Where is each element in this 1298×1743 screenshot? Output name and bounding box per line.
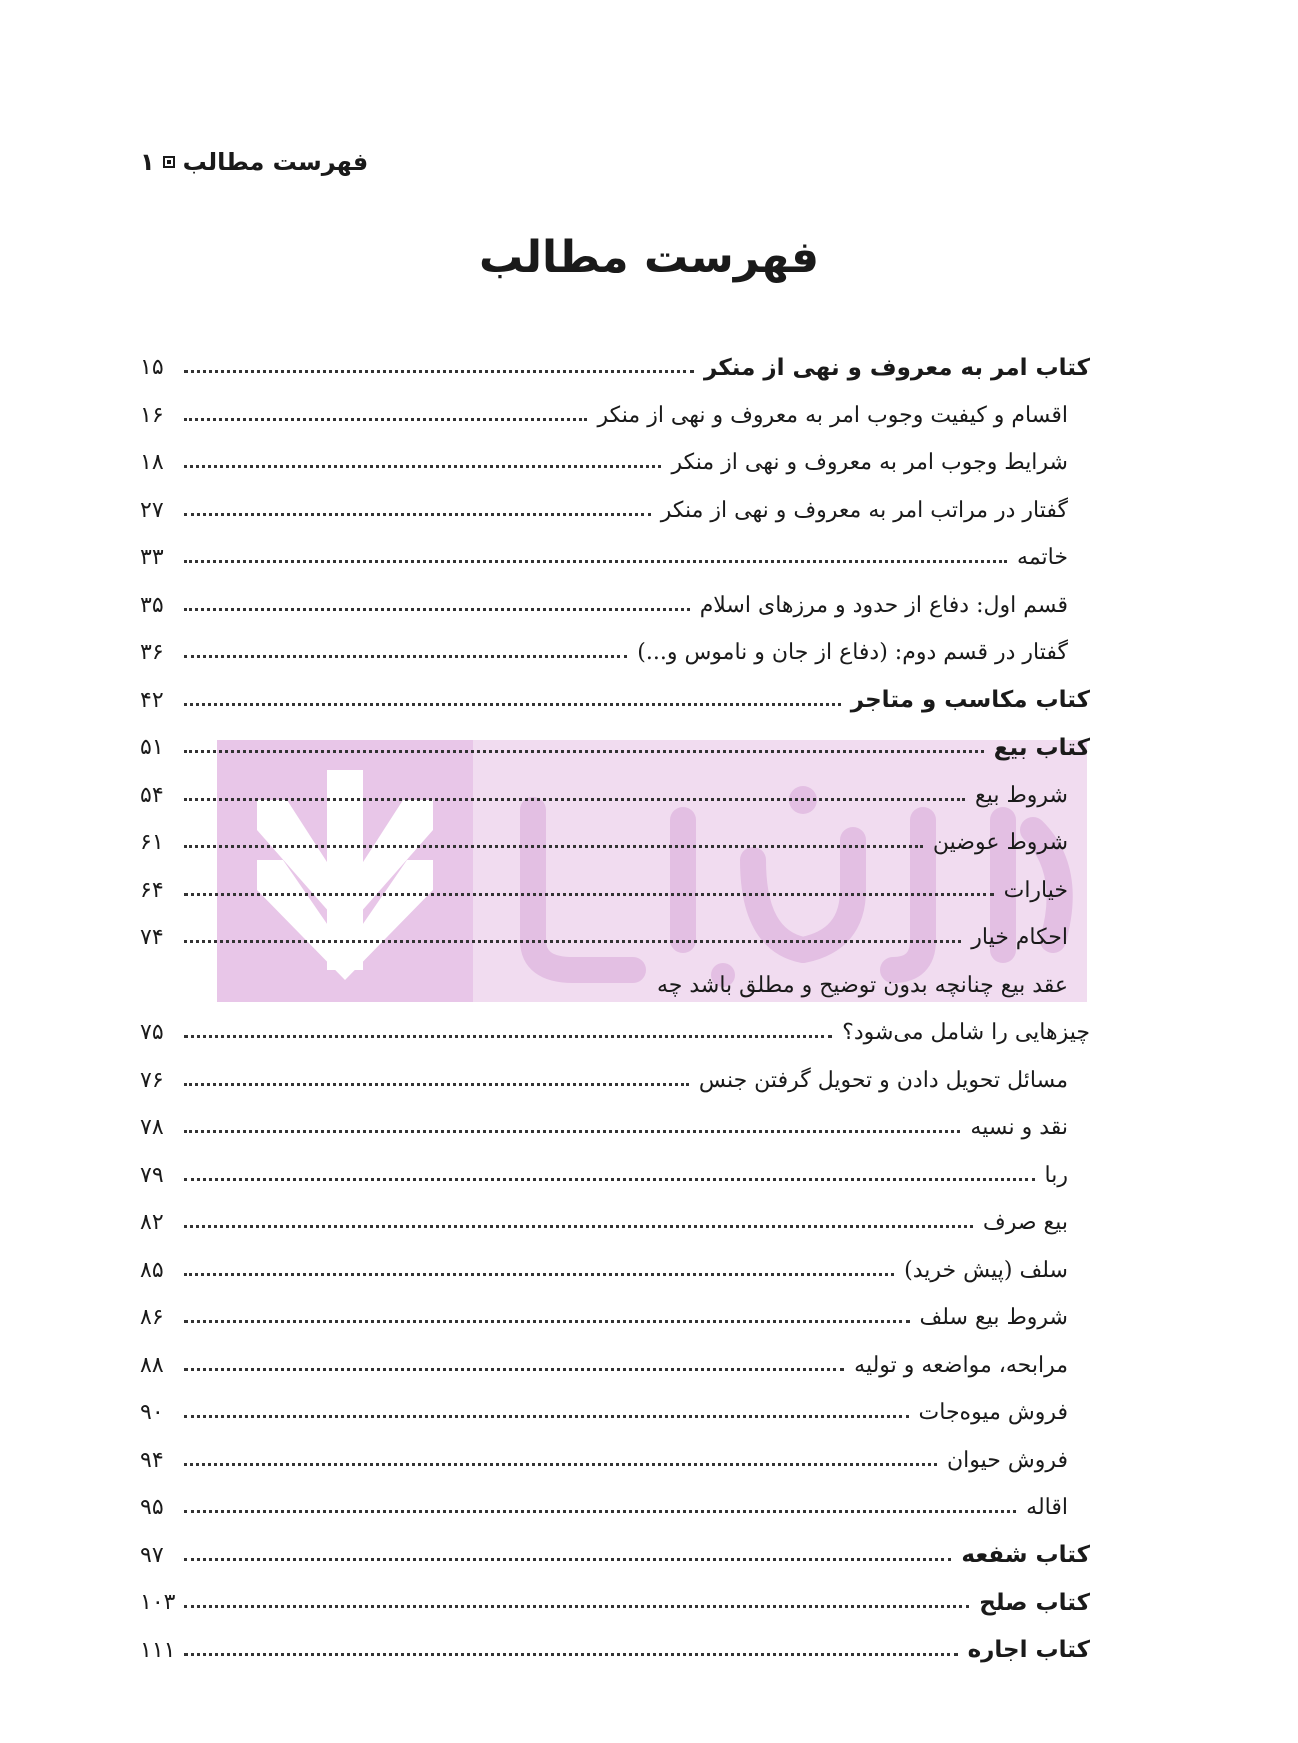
toc-entry-page: ۱۰۳: [140, 1590, 176, 1616]
toc-entry[interactable]: [140, 582, 1090, 630]
running-header: [140, 148, 368, 176]
toc-entry-title: کتاب بیع: [993, 734, 1090, 761]
toc-entry-title: گفتار در مراتب امر به معروف و نهی از منکر: [660, 497, 1068, 523]
toc-entry-title: کتاب امر به معروف و نهی از منکر: [704, 354, 1090, 381]
toc-entry-title: مرابحه، مواضعه و تولیه: [854, 1352, 1068, 1378]
toc-entry-title: کتاب مکاسب و متاجر: [850, 687, 1090, 714]
toc-entry-page: ۲۷: [140, 497, 164, 523]
toc-entry-title: بیع صرف: [982, 1210, 1068, 1236]
toc-entry-title: خاتمه: [1017, 545, 1068, 571]
toc-entry[interactable]: [140, 1627, 1090, 1675]
toc-entry-page: ۴۲: [140, 687, 164, 713]
toc-entry-title: شرایط وجوب امر به معروف و نهی از منکر: [671, 450, 1068, 476]
toc-entry[interactable]: [140, 439, 1090, 487]
toc-entry-title: فروش میوه‌جات: [918, 1400, 1068, 1426]
toc-entry[interactable]: [140, 1484, 1090, 1532]
dot-leader: [184, 1558, 951, 1561]
toc-entry-page: ۱۶: [140, 402, 164, 428]
toc-entry-title: عقد بیع چنانچه بدون توضیح و مطلق باشد چه: [656, 972, 1068, 998]
page-title: فهرست مطالب: [478, 232, 820, 283]
toc-entry-page: ۳۳: [140, 545, 164, 571]
dot-leader: [184, 798, 965, 801]
dot-leader: [184, 1035, 832, 1038]
toc-entry-page: ۹۵: [140, 1495, 164, 1521]
toc-entry-page: ۶۴: [140, 877, 164, 903]
dot-leader: [184, 1083, 689, 1086]
toc-entry[interactable]: [140, 1579, 1090, 1627]
toc-entry-title: قسم اول: دفاع از حدود و مرزهای اسلام: [699, 592, 1068, 618]
toc-entry-page: ۵۴: [140, 782, 164, 808]
toc-entry-page: ۸۸: [140, 1352, 164, 1378]
toc-entry[interactable]: [140, 344, 1090, 392]
toc-entry[interactable]: [140, 677, 1090, 725]
toc-entry-page: ۹۷: [140, 1542, 164, 1568]
table-of-contents: [140, 344, 1090, 1674]
toc-entry-title: مسائل تحویل دادن و تحویل گرفتن جنس: [698, 1067, 1068, 1093]
toc-entry-title: فروش حیوان: [947, 1447, 1068, 1473]
dot-leader: [184, 1273, 894, 1276]
dot-leader: [184, 418, 587, 421]
toc-entry-page: ۹۰: [140, 1400, 164, 1426]
toc-entry-title: شروط بیع سلف: [919, 1305, 1068, 1331]
dot-leader: [184, 655, 627, 658]
toc-entry-page: ۷۴: [140, 925, 164, 951]
toc-entry-title: کتاب شفعه: [961, 1542, 1090, 1569]
toc-entry-page: ۸۵: [140, 1257, 164, 1283]
toc-entry[interactable]: [140, 1437, 1090, 1485]
dot-leader: [184, 1415, 909, 1418]
dot-leader: [184, 1510, 1016, 1513]
toc-entry-page: ۱۸: [140, 450, 164, 476]
toc-entry[interactable]: [140, 724, 1090, 772]
toc-entry-title: احکام خیار: [971, 925, 1068, 951]
toc-entry-page: ۱۵: [140, 355, 164, 381]
toc-entry-title: شروط بیع: [974, 782, 1068, 808]
toc-entry-title: گفتار در قسم دوم: (دفاع از جان و ناموس و...): [637, 640, 1068, 666]
toc-entry[interactable]: [140, 1152, 1090, 1200]
toc-entry-title: کتاب اجاره: [967, 1637, 1090, 1664]
toc-entry[interactable]: [140, 962, 1090, 1010]
toc-entry[interactable]: [140, 1532, 1090, 1580]
toc-entry-page: ۹۴: [140, 1447, 164, 1473]
dot-leader: [184, 703, 841, 706]
toc-entry[interactable]: [140, 772, 1090, 820]
running-title: فهرست مطالب: [182, 148, 369, 176]
dot-leader: [184, 1130, 960, 1133]
toc-entry[interactable]: [140, 1199, 1090, 1247]
toc-entry[interactable]: [140, 629, 1090, 677]
toc-entry-page: ۷۶: [140, 1067, 164, 1093]
dot-leader: [184, 370, 694, 373]
dot-leader: [184, 893, 994, 896]
toc-entry-page: ۳۶: [140, 640, 164, 666]
square-bullet-icon: [163, 156, 175, 168]
dot-leader: [184, 1605, 969, 1608]
toc-entry-page: ۷۹: [140, 1162, 164, 1188]
toc-entry[interactable]: [140, 534, 1090, 582]
toc-entry-page: ۷۵: [140, 1020, 164, 1046]
toc-entry[interactable]: [140, 392, 1090, 440]
toc-entry[interactable]: [140, 867, 1090, 915]
toc-entry-title: خیارات: [1003, 877, 1068, 903]
dot-leader: [184, 1320, 910, 1323]
toc-entry[interactable]: [140, 914, 1090, 962]
page-number: ۱: [140, 148, 155, 176]
dot-leader: [184, 465, 661, 468]
toc-entry-page: ۳۵: [140, 592, 164, 618]
dot-leader: [184, 1653, 958, 1656]
dot-leader: [184, 845, 923, 848]
toc-entry[interactable]: [140, 1104, 1090, 1152]
toc-entry-title: شروط عوضین: [932, 830, 1068, 856]
toc-entry-page: ۶۱: [140, 830, 164, 856]
toc-entry[interactable]: [140, 1389, 1090, 1437]
toc-entry-title: سلف (پیش خرید): [904, 1257, 1068, 1283]
toc-entry-title: چیزهایی را شامل می‌شود؟: [842, 1020, 1090, 1046]
toc-entry[interactable]: [140, 1057, 1090, 1105]
toc-entry-page: ۱۱۱: [140, 1637, 176, 1663]
toc-entry-title: ربا: [1044, 1162, 1068, 1188]
toc-entry[interactable]: [140, 1294, 1090, 1342]
toc-entry[interactable]: [140, 1247, 1090, 1295]
toc-entry-title: اقسام و کیفیت وجوب امر به معروف و نهی از منکر: [597, 402, 1068, 428]
dot-leader: [184, 1368, 844, 1371]
toc-entry[interactable]: [140, 1342, 1090, 1390]
toc-entry-page: ۷۸: [140, 1115, 164, 1141]
toc-entry[interactable]: [140, 487, 1090, 535]
dot-leader: [184, 560, 1007, 563]
toc-entry[interactable]: [140, 819, 1090, 867]
toc-entry-page: ۵۱: [140, 735, 164, 761]
dot-leader: [184, 513, 651, 516]
toc-entry[interactable]: [140, 1009, 1090, 1057]
toc-entry-title: کتاب صلح: [979, 1589, 1090, 1616]
dot-leader: [184, 1225, 973, 1228]
dot-leader: [184, 1463, 937, 1466]
toc-entry-title: نقد و نسیه: [970, 1115, 1068, 1141]
toc-entry-page: ۸۶: [140, 1305, 164, 1331]
toc-entry-page: ۸۲: [140, 1210, 164, 1236]
dot-leader: [184, 940, 961, 943]
dot-leader: [184, 608, 690, 611]
toc-entry-title: اقاله: [1026, 1495, 1068, 1521]
dot-leader: [184, 750, 984, 753]
dot-leader: [184, 1178, 1035, 1181]
